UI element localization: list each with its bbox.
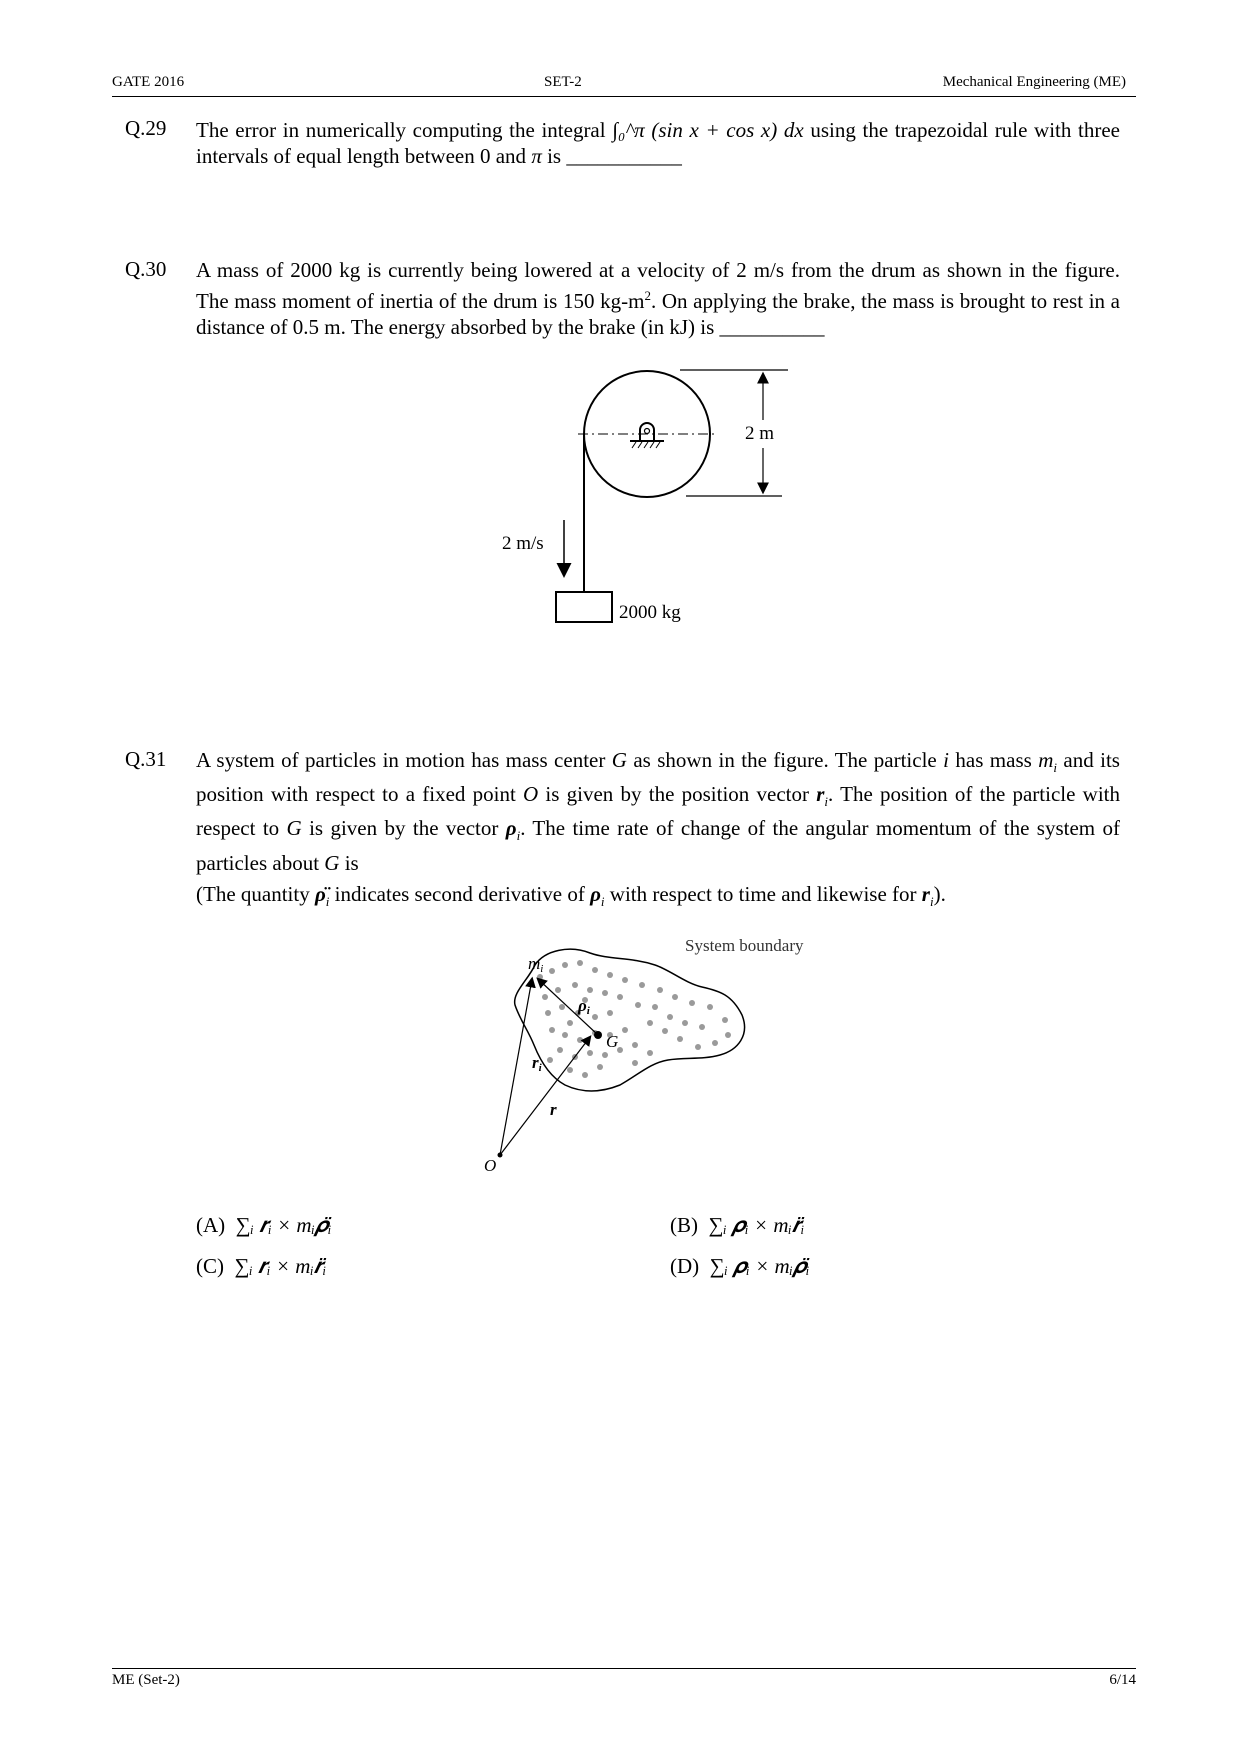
q31-p1-i: is xyxy=(339,850,359,875)
q30-text-b: . On applying the brake, the mass is brought to rest in a distance of 0.5 m. The energy absorbed by the brake (in kJ) is __________ xyxy=(196,289,1120,339)
q29-text xyxy=(196,117,1120,169)
origin-dot xyxy=(498,1153,503,1158)
pivot-support-icon xyxy=(630,423,664,448)
vector-ri xyxy=(500,979,532,1155)
q31-p2-rhodd-sub: i xyxy=(325,894,330,910)
q31-O: O xyxy=(523,782,539,807)
footer-rule xyxy=(112,1668,1136,1669)
q31-G-3: G xyxy=(324,850,340,875)
mi-label: mi xyxy=(528,954,544,975)
q31-number: Q.31 xyxy=(125,747,167,771)
r-label: r xyxy=(550,1100,557,1119)
q31-p1-f: . The position of the particle with respect to xyxy=(196,782,1121,841)
boundary-label: System boundary xyxy=(685,936,804,955)
header-rule xyxy=(112,96,1136,97)
footer-paper: ME (Set-2) xyxy=(112,1672,180,1688)
particles xyxy=(537,960,731,1078)
G-label: G xyxy=(606,1032,619,1051)
q29-pi: π xyxy=(531,144,542,168)
q31-p2-rho: ρ xyxy=(590,882,601,906)
q29-text-b: using the trapezoidal rule with three intervals of equal length between 0 and xyxy=(196,118,1120,168)
rho-label: ρi xyxy=(578,996,590,1017)
q29-integral: ∫₀^π (sin x + cos x) dx xyxy=(612,118,804,142)
vector-r xyxy=(500,1037,590,1155)
page-number: 6/14 xyxy=(1109,1672,1136,1688)
q31-p1-e: is given by the position vector xyxy=(538,782,817,807)
q30-number: Q.30 xyxy=(125,257,167,281)
option-a-formula: ∑ᵢ 𝒓ᵢ × mᵢ𝝆̈ᵢ xyxy=(235,1213,332,1237)
option-c-label: (C) xyxy=(196,1254,224,1278)
q31-paragraph-2 xyxy=(196,881,1120,915)
option-b[interactable] xyxy=(670,1213,804,1238)
header-set: SET-2 xyxy=(544,74,582,90)
q31-rho: ρ xyxy=(505,816,517,841)
q29-text-c: is ___________ xyxy=(541,144,682,168)
header-subject: Mechanical Engineering (ME) xyxy=(942,74,1126,90)
mass-label: 2000 kg xyxy=(619,602,681,623)
q31-p2-rhodd: ρ̈ xyxy=(314,882,326,906)
mass-center-dot xyxy=(594,1031,602,1039)
q31-p1-g: is given by the vector xyxy=(301,816,506,841)
q31-p2-a: (The quantity xyxy=(196,882,315,906)
option-d-label: (D) xyxy=(670,1254,700,1278)
option-d[interactable] xyxy=(670,1254,810,1279)
q31-p1-a: A system of particles in motion has mass center xyxy=(196,748,612,772)
header-exam: GATE 2016 xyxy=(112,74,185,90)
q31-p2-r: r xyxy=(921,882,930,906)
q31-G: G xyxy=(611,748,627,772)
q31-p2-r-sub: i xyxy=(929,894,934,910)
q31-mi: m xyxy=(1038,748,1054,772)
q31-particle-figure xyxy=(470,935,830,1175)
q31-paragraph-1 xyxy=(196,747,1120,876)
q31-rho-sub: i xyxy=(516,828,521,844)
option-b-formula: ∑ᵢ 𝝆ᵢ × mᵢ𝒓̈ᵢ xyxy=(708,1213,805,1237)
q30-drum-figure xyxy=(490,360,810,630)
dim-label: 2 m xyxy=(745,423,775,444)
q31-p1-h: . The time rate of change of the angular momentum of the system of particles about xyxy=(196,816,1121,875)
option-c-formula: ∑ᵢ 𝒓ᵢ × mᵢ𝒓̈ᵢ xyxy=(234,1254,327,1278)
q31-p2-c: with respect to time and likewise for xyxy=(604,882,922,906)
q31-G-2: G xyxy=(286,816,302,841)
option-b-label: (B) xyxy=(670,1213,698,1237)
q30-sup: 2 xyxy=(644,288,651,303)
q31-ri: r xyxy=(816,782,825,807)
option-a[interactable] xyxy=(196,1213,332,1238)
O-label: O xyxy=(484,1156,497,1175)
q29-text-a: The error in numerically computing the integral xyxy=(196,118,613,142)
mass-block xyxy=(556,592,612,622)
q31-ri-sub: i xyxy=(824,794,829,810)
q31-p1-b: as shown in the figure. The particle xyxy=(626,748,944,772)
q31-p2-b: indicates second derivative of xyxy=(329,882,591,906)
velocity-label: 2 m/s xyxy=(502,533,544,554)
option-d-formula: ∑ᵢ 𝝆ᵢ × mᵢ𝝆̈ᵢ xyxy=(709,1254,810,1278)
option-c[interactable] xyxy=(196,1254,326,1279)
q29-number: Q.29 xyxy=(125,116,167,140)
q30-text-a: A mass of 2000 kg is currently being lowered at a velocity of 2 m/s from the drum as shown in the figure. The mass moment of inertia of the drum is 150 kg-m xyxy=(196,258,1120,313)
ri-label: ri xyxy=(532,1053,542,1074)
q31-p2-rho-sub: i xyxy=(600,894,605,910)
q31-p1-d: and its position with respect to a fixed point xyxy=(196,748,1120,807)
option-a-label: (A) xyxy=(196,1213,226,1237)
q31-p2-d: ). xyxy=(933,882,946,906)
q31-mi-sub: i xyxy=(1053,760,1057,776)
q30-text xyxy=(196,257,1120,340)
q31-p1-c: has mass xyxy=(948,748,1039,772)
q31-i: i xyxy=(943,748,949,772)
